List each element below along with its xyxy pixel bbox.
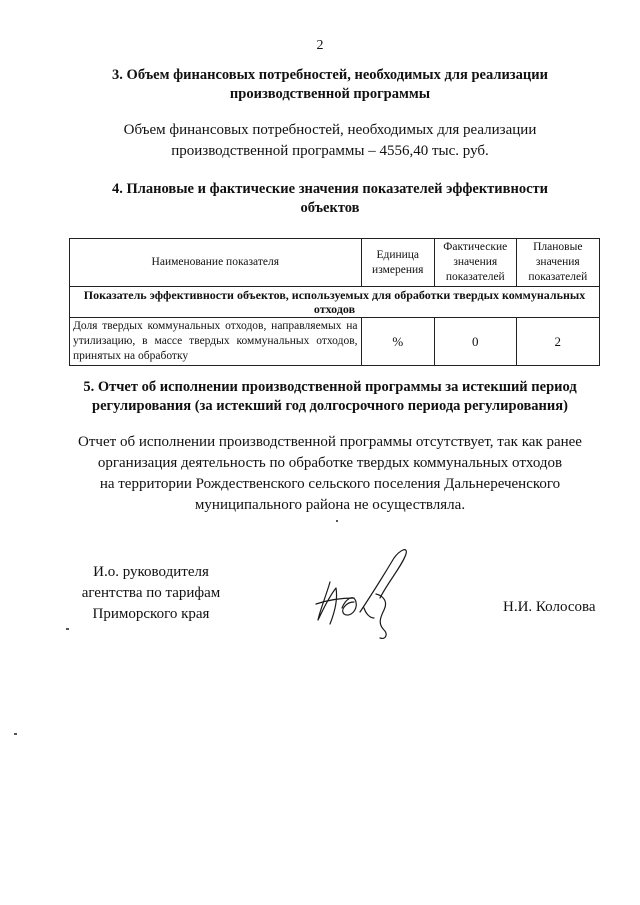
indicator-group-title: Показатель эффективности объектов, используемых для обработки твердых коммунальных отходов [70,287,600,318]
table-row [70,318,600,366]
section-3-text [60,120,600,162]
section-3-heading [60,66,600,104]
scan-speck [336,520,338,522]
section-3-heading-line: 3. Объем финансовых потребностей, необходимых для реализации [112,67,548,83]
indicators-table [69,238,600,366]
handwritten-signature [308,538,418,648]
header-unit: Единица измерения [361,239,434,287]
section-5-text-line: на территории Рождественского сельского поселения Дальнереченского [99,476,561,492]
signer-position-line: Приморского края [92,606,210,622]
section-3-heading-line: производственной программы [229,86,431,102]
scan-speck [14,733,17,735]
section-5-text-line: муниципального района не осуществляла. [194,497,466,513]
indicator-name-cell: Доля твердых коммунальных отходов, направляемых на утилизацию, в массе твердых коммунальных отходов, принятых на обработку [70,318,362,366]
section-4-heading-line: объектов [300,200,360,216]
section-5-heading-line: 5. Отчет об исполнении производственной программы за истекший период [83,379,577,395]
table-header-row [70,239,600,287]
signer-position-line: агентства по тарифам [81,585,221,601]
unit-cell: % [361,318,434,366]
planned-value-cell: 2 [516,318,599,366]
scan-speck [66,628,69,630]
signer-position-line: И.о. руководителя [93,564,209,580]
section-5-heading-line: регулирования (за истекший год долгосрочного периода регулирования) [92,398,568,414]
header-indicator-name: Наименование показателя [70,239,362,287]
section-5-text [60,432,600,516]
signer-position [76,562,226,625]
header-planned-values: Плановые значения показателей [516,239,599,287]
section-4-heading [60,180,600,218]
section-5-heading [60,378,600,416]
section-5-text-line: организация деятельность по обработке твердых коммунальных отходов [97,455,563,471]
actual-value-cell: 0 [434,318,516,366]
section-3-text-line: Объем финансовых потребностей, необходимых для реализации [123,122,537,138]
header-actual-values: Фактические значения показателей [434,239,516,287]
section-5-text-line: Отчет об исполнении производственной программы отсутствует, так как ранее [78,434,582,450]
page-number: 2 [316,38,324,53]
section-3-text-line: производственной программы – 4556,40 тыс. руб. [171,143,489,159]
signer-name: Н.И. Колосова [503,599,596,615]
table-group-row [70,287,600,318]
section-4-heading-line: 4. Плановые и фактические значения показателей эффективности [111,181,548,197]
